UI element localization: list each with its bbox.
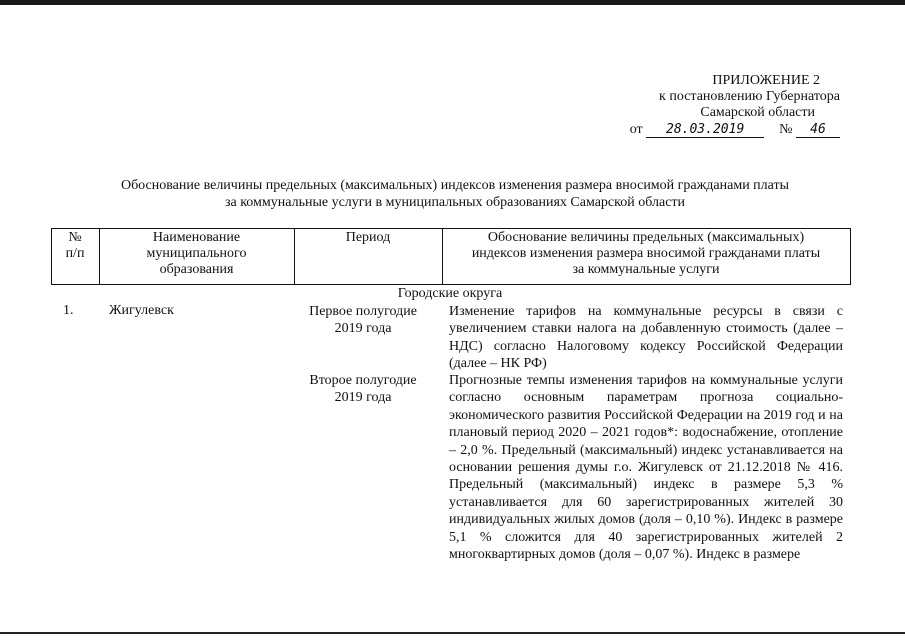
justification1-text: Изменение тарифов на коммунальные ресурсы в связи с увеличением ставки налога на добавленную стоимость (далее – НДС) согласно Налоговому кодексу Российской Федерации (далее – НК РФ) [449,304,843,372]
row-municipality: Жигулевск [109,303,174,318]
header-municipality-line3: образования [159,262,234,277]
header-municipality-line2: муниципального [146,246,247,261]
table-top-border [51,228,851,229]
row-period-first-half [298,303,428,337]
period1-line2: 2019 года [334,321,392,336]
justification2-text: Прогнозные темпы изменения тарифов на коммунальные услуги согласно основным параметрам прогноза социально-экономического развития Российской Федерации на 2019 год и на плановый период 2020 – 2021 годов*: водоснабжение, отопление – 2,0 %. Предельный (максимальный) индекс устанавливается на основании решения думы г.о. Жигулевск от 21.12.2018 № 416. Предельный (максимальный) индекс в размере 5,3 % устанавливается для 60 зарегистрированных жителей 30 индивидуальных жилых домов (доля – 0,10 %). Индекс в размере 5,1 % сложится для 40 зарегистрированных жителей 2 многоквартирных домов (доля – 0,07 %). Индекс в размере [449,373,843,563]
appendix-date-line [560,122,840,138]
header-justification-line2: индексов изменения размера вносимой гражданами платы [471,246,821,261]
appendix-block [560,73,840,138]
row-period-second-half [298,372,428,406]
header-period-line1: Период [345,230,391,245]
date-handwritten: 28.03.2019 [646,122,764,138]
header-num-line1: № [68,230,82,245]
scan-top-border [0,0,905,5]
period1-line1: Первое полугодие [309,304,417,319]
appendix-title: ПРИЛОЖЕНИЕ 2 [712,73,820,88]
header-municipality-line1: Наименование [152,230,241,245]
row-justification-second-half [449,372,843,563]
document-title [95,177,815,211]
header-justification-line3: за коммунальные услуги [572,262,720,277]
table-right-border [850,228,851,285]
period2-line2: 2019 года [334,390,392,405]
header-period [294,230,442,246]
document-title-line1: Обоснование величины предельных (максимальных) индексов изменения размера вносимой гражданами платы [120,178,790,193]
document-title-line2: за коммунальные услуги в муниципальных образованиях Самарской области [224,195,686,210]
date-prefix: от [629,122,643,137]
row-number: 1. [63,303,74,318]
section-heading: Городские округа [397,286,503,301]
header-justification-line1: Обоснование величины предельных (максимальных) [487,230,805,245]
header-justification [442,230,850,278]
number-handwritten: 46 [796,122,840,138]
period2-line1: Второе полугодие [309,373,417,388]
table-header-bottom-border [51,284,851,285]
appendix-line-decree: к постановлению Губернатора [659,89,840,104]
number-prefix: № [779,122,793,137]
header-num [51,230,99,262]
scan-bottom-line [0,632,905,634]
row-justification-first-half [449,303,843,373]
header-municipality [99,230,294,278]
appendix-line-region: Самарской области [700,105,815,120]
header-num-line2: п/п [65,246,85,261]
